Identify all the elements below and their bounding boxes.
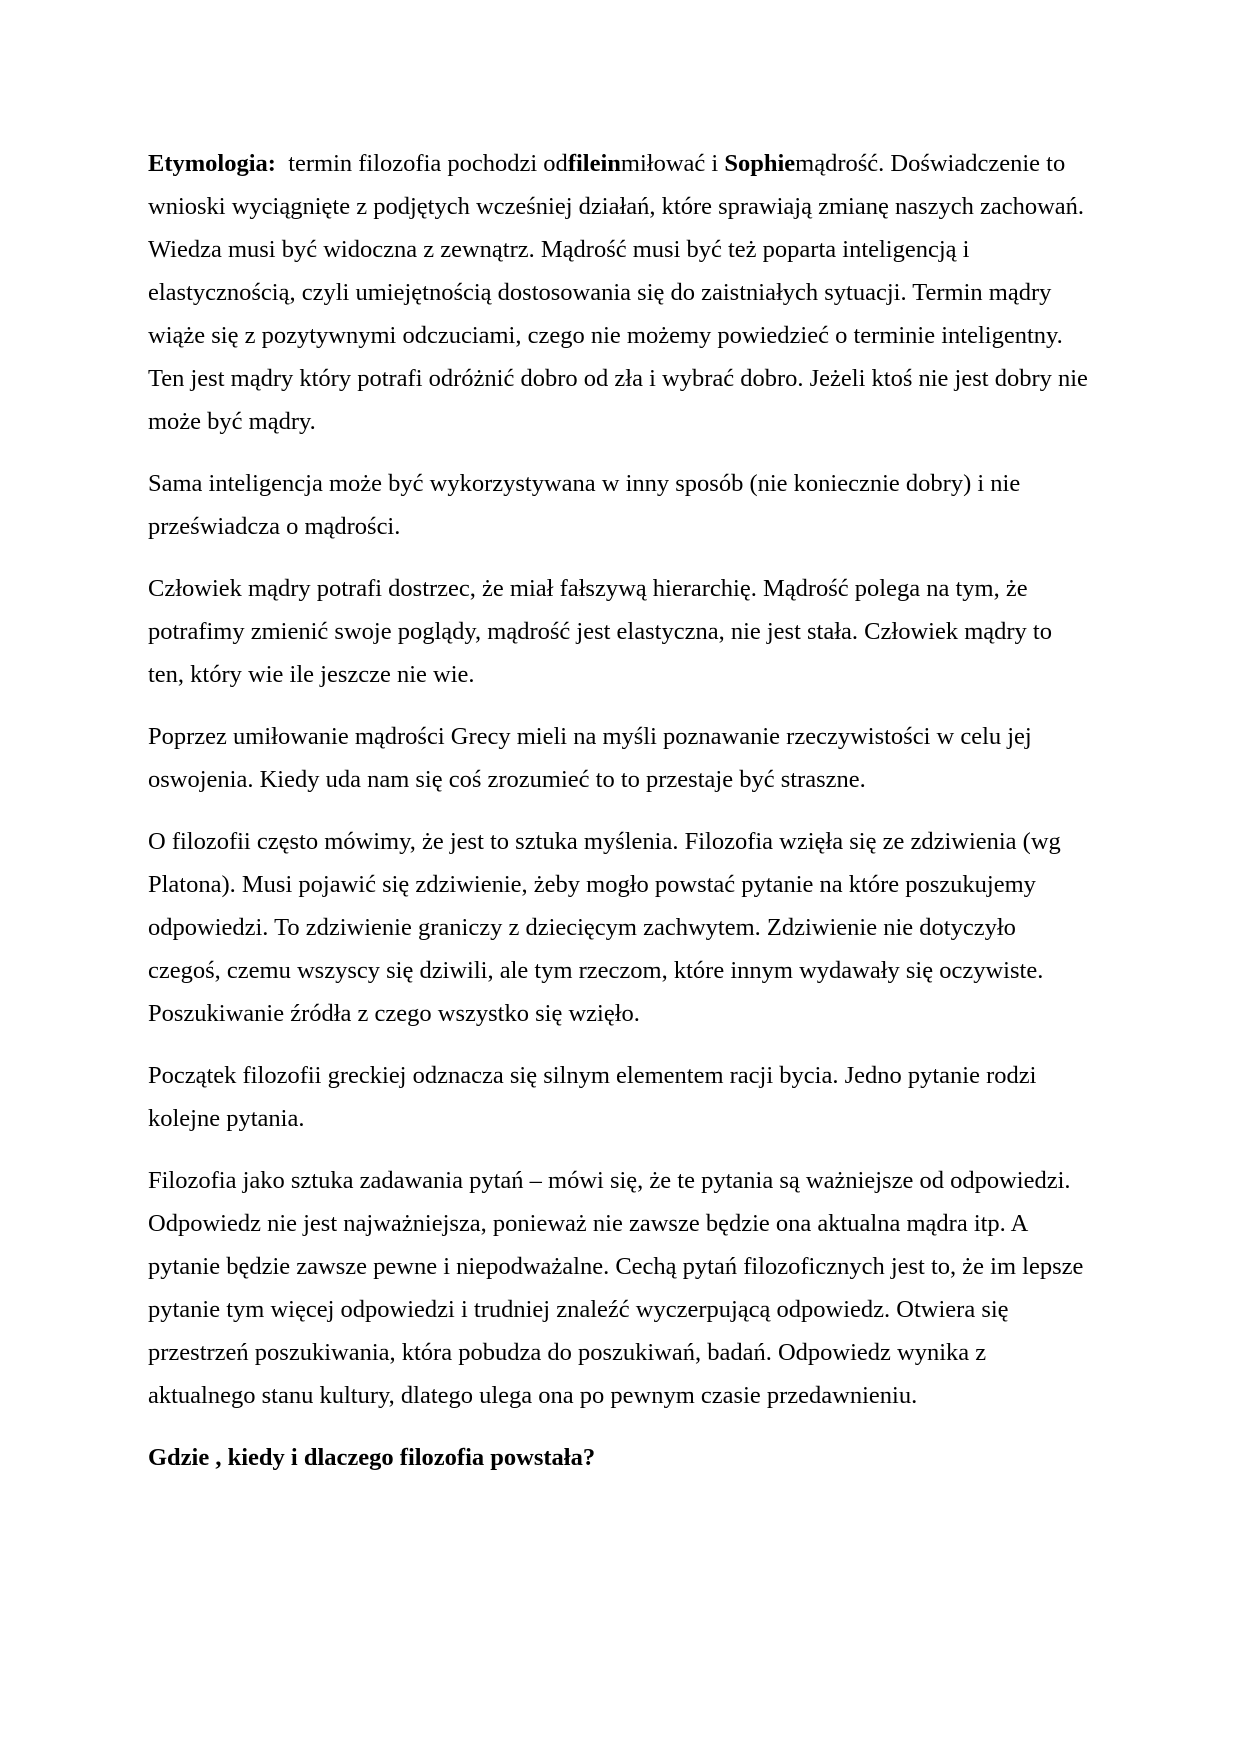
paragraph-etymology [148, 142, 1092, 443]
etymology-text-b: miłować i [620, 150, 719, 177]
section-heading: Gdzie , kiedy i dlaczego filozofia powstała? [148, 1444, 596, 1471]
term-filein: filein [567, 150, 621, 177]
paragraph-greeks: Poprzez umiłowanie mądrości Grecy mieli na myśli poznawanie rzeczywistości w celu jej oswojenia. Kiedy uda nam się coś zrozumieć to to przestaje być straszne. [148, 723, 1032, 793]
paragraph-beginning: Początek filozofii greckiej odznacza się silnym elementem racji bycia. Jedno pytanie rodzi kolejne pytania. [148, 1062, 1037, 1132]
paragraph-wonder: O filozofii często mówimy, że jest to sztuka myślenia. Filozofia wzięła się ze zdziwienia (wg Platona). Musi pojawić się zdziwienie, żeby mogło powstać pytanie na które poszukujemy odpowiedzi. To zdziwienie graniczy z dziecięcym zachwytem. Zdziwienie nie dotyczyło czegoś, czemu wszyscy się dziwili, ale tym rzeczom, które innym wydawały się oczywiste. Poszukiwanie źródła z czego wszystko się wzięło. [148, 828, 1061, 1027]
paragraph-wise-man: Człowiek mądry potrafi dostrzec, że miał fałszywą hierarchię. Mądrość polega na tym, że potrafimy zmienić swoje poglądy, mądrość jest elastyczna, nie jest stała. Człowiek mądry to ten, który wie ile jeszcze nie wie. [148, 575, 1052, 688]
etymology-text-a: termin filozofia pochodzi od [288, 150, 568, 177]
document-page [148, 142, 1092, 1479]
paragraph-intelligence: Sama inteligencja może być wykorzystywana w inny sposób (nie koniecznie dobry) i nie przeświadcza o mądrości. [148, 470, 1021, 540]
paragraph-questions: Filozofia jako sztuka zadawania pytań – mówi się, że te pytania są ważniejsze od odpowiedzi. Odpowiedz nie jest najważniejsza, ponieważ nie zawsze będzie ona aktualna mądra itp. A pytanie będzie zawsze pewne i niepodważalne. Cechą pytań filozoficznych jest to, że im lepsze pytanie tym więcej odpowiedzi i trudniej znaleźć wyczerpującą odpowiedz. Otwiera się przestrzeń poszukiwania, która pobudza do poszukiwań, badań. Odpowiedz wynika z aktualnego stanu kultury, dlatego ulega ona po pewnym czasie przedawnieniu. [148, 1167, 1084, 1409]
etymology-text-c: mądrość. Doświadczenie to wnioski wyciągnięte z podjętych wcześniej działań, które sprawiają zmianę naszych zachowań. Wiedza musi być widoczna z zewnątrz. Mądrość musi być też poparta inteligencją i elastycznością, czyli umiejętnością dostosowania się do zaistniałych sytuacji. Termin mądry wiąże się z pozytywnymi odczuciami, czego nie możemy powiedzieć o terminie inteligentny. Ten jest mądry który potrafi odróżnić dobro od zła i wybrać dobro. Jeżeli ktoś nie jest dobry nie może być mądry. [148, 150, 1088, 435]
term-sophie: Sophie [724, 150, 796, 177]
etymology-label: Etymologia: [148, 150, 276, 177]
